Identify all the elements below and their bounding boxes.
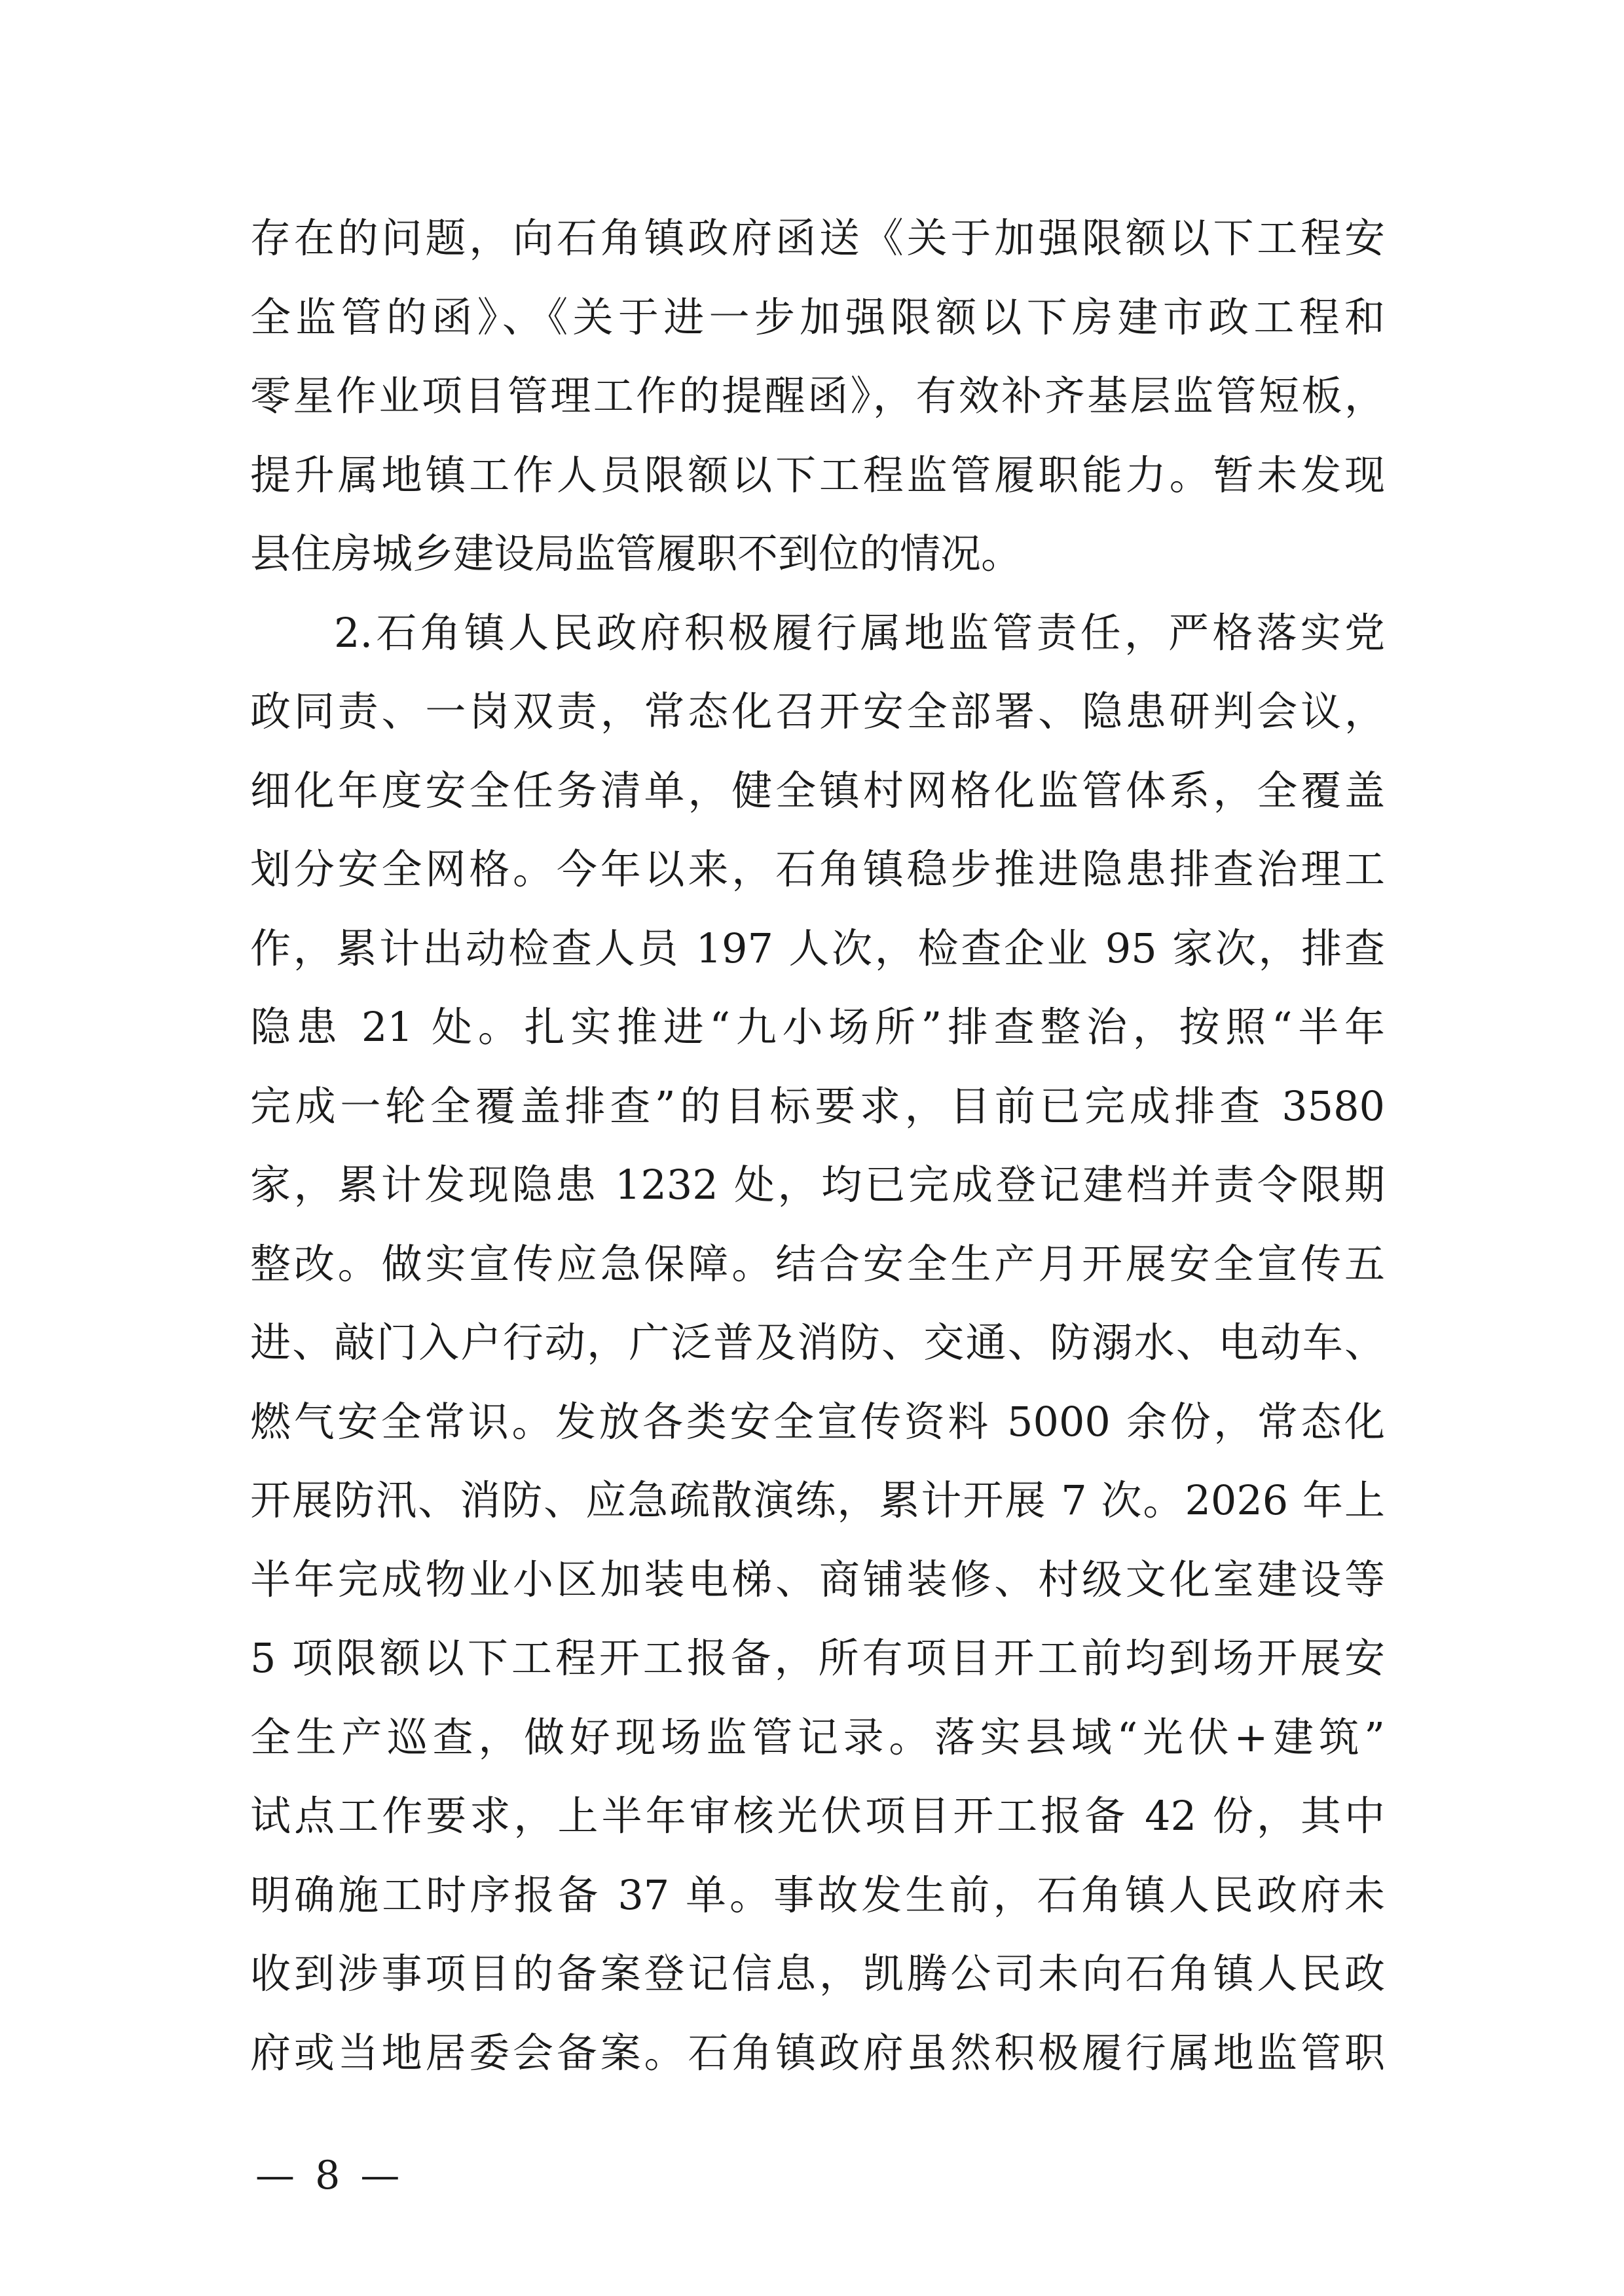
text-line: 明确施工时序报备 37 单。事故发生前，石角镇人民政府未 bbox=[250, 1870, 1385, 1919]
text-line: 作，累计出动检查人员 197 人次，检查企业 95 家次，排查 bbox=[250, 924, 1385, 972]
text-line: 县住房城乡建设局监管履职不到位的情况。 bbox=[250, 530, 1022, 577]
text-line: 家，累计发现隐患 1232 处，均已完成登记建档并责令限期 bbox=[250, 1161, 1385, 1209]
text-line: 进、敲门入户行动，广泛普及消防、交通、防溺水、电动车、 bbox=[250, 1319, 1385, 1366]
text-line: 提升属地镇工作人员限额以下工程监管履职能力。暂未发现 bbox=[250, 450, 1385, 499]
text-line: 细化年度安全任务清单，健全镇村网格化监管体系，全覆盖 bbox=[250, 766, 1385, 814]
text-line: 收到涉事项目的备案登记信息，凯腾公司未向石角镇人民政 bbox=[250, 1950, 1385, 1997]
text-line: 5 项限额以下工程开工报备，所有项目开工前均到场开展安 bbox=[250, 1634, 1385, 1682]
text-line: 全生产巡查，做好现场监管记录。落实县域“光伏+建筑” bbox=[250, 1713, 1385, 1761]
text-line: 整改。做实宣传应急保障。结合安全生产月开展安全宣传五 bbox=[250, 1239, 1385, 1288]
text-line: 半年完成物业小区加装电梯、商铺装修、村级文化室建设等 bbox=[250, 1555, 1385, 1603]
text-line: 划分安全网格。今年以来，石角镇稳步推进隐患排查治理工 bbox=[250, 845, 1385, 893]
text-line: 开展防汛、消防、应急疏散演练，累计开展 7 次。2026 年上 bbox=[250, 1476, 1385, 1524]
text-line: 零星作业项目管理工作的提醒函》，有效补齐基层监管短板， bbox=[250, 372, 1385, 420]
text-line: 政同责、一岗双责，常态化召开安全部署、隐患研判会议， bbox=[250, 687, 1385, 735]
page-number: — 8 — bbox=[255, 2153, 404, 2198]
body-text bbox=[250, 199, 1385, 2092]
text-line: 试点工作要求，上半年审核光伏项目开工报备 42 份，其中 bbox=[250, 1792, 1385, 1840]
text-line: 完成一轮全覆盖排查”的目标要求，目前已完成排查 3580 bbox=[250, 1082, 1385, 1130]
text-line: 隐患 21 处。扎实推进“九小场所”排查整治，按照“半年 bbox=[250, 1003, 1385, 1051]
text-line: 存在的问题，向石角镇政府函送《关于加强限额以下工程安 bbox=[250, 214, 1385, 262]
text-line: 全监管的函》、《关于进一步加强限额以下房建市政工程和 bbox=[250, 293, 1385, 341]
text-line: 2.石角镇人民政府积极履行属地监管责任，严格落实党 bbox=[334, 608, 1385, 657]
text-line: 燃气安全常识。发放各类安全宣传资料 5000 余份，常态化 bbox=[250, 1397, 1385, 1446]
text-line: 府或当地居委会备案。石角镇政府虽然积极履行属地监管职 bbox=[250, 2028, 1385, 2077]
